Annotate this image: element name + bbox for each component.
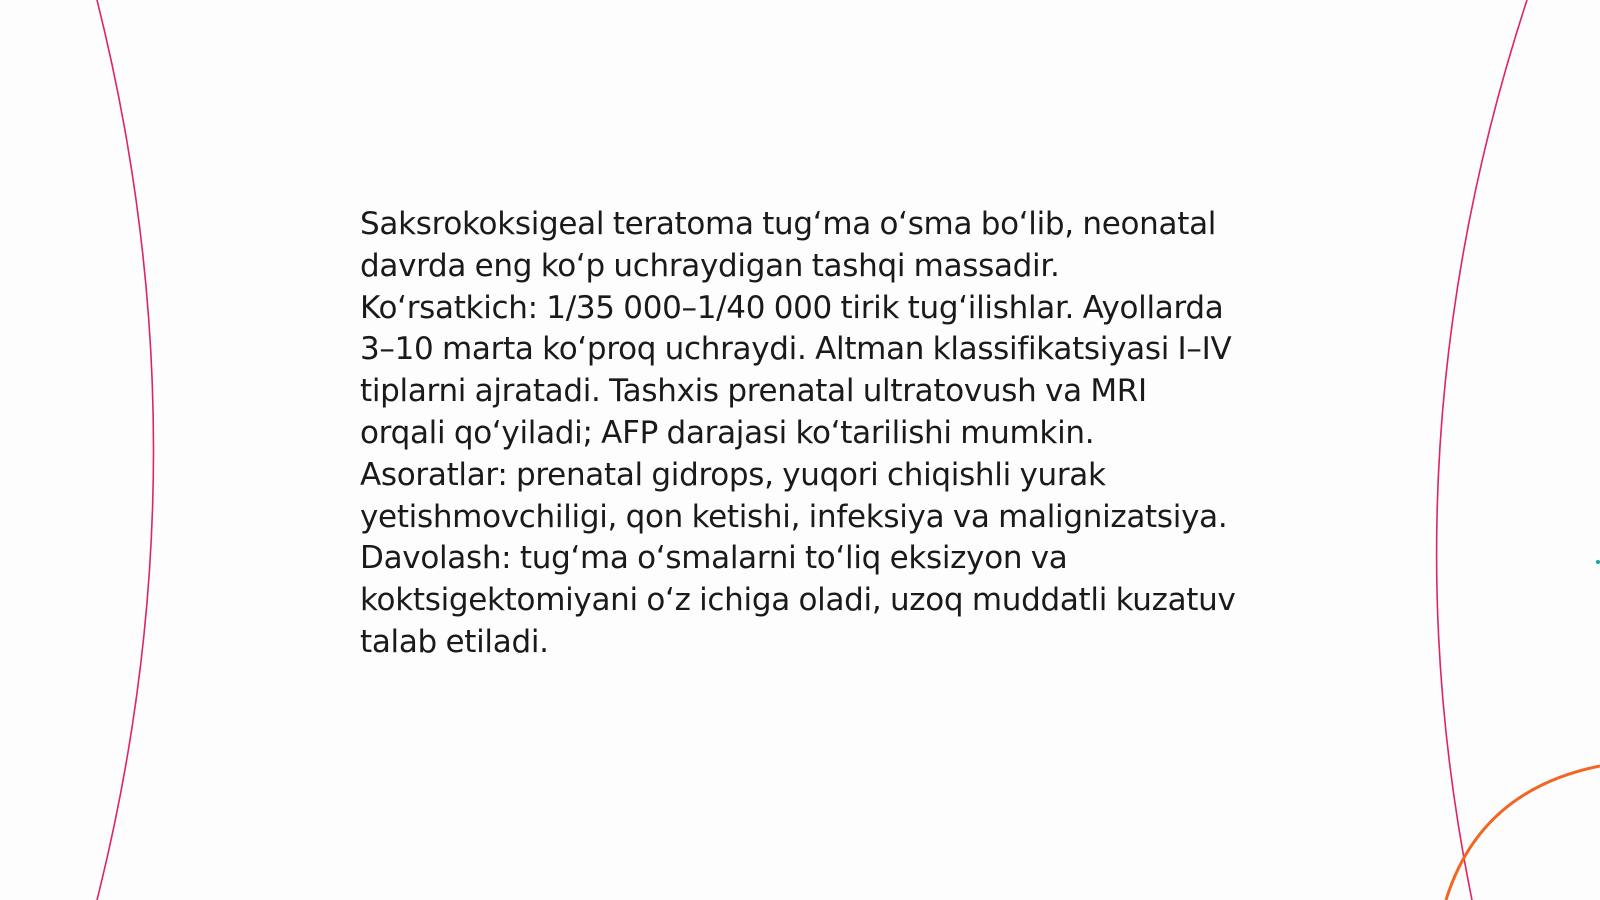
slide-body-text: Saksrokoksigeal teratoma tugʻma oʻsma boʻlib, neonatal davrda eng koʻp uchraydigan tashqi massadir. Koʻrsatkich: 1/35 000–1/40 000 tirik tugʻilishlar. Ayollarda 3–10 marta koʻproq uchraydi. Altman klassifikatsiyasi I–IV tiplarni ajratadi. Tashxis prenatal ultratovush va MRI orqali qoʻyiladi; AFP darajasi koʻtarilishi mumkin. Asoratlar: prenatal gidrops, yuqori chiqishli yurak yetishmovchiligi, qon ketishi, infeksiya va malignizatsiya. Davolash: tugʻma oʻsmalarni toʻliq eksizyon va koktsigektomiyani oʻz ichiga oladi, uzoq muddatli kuzatuv talab etiladi. [360, 206, 1236, 660]
teal-dot [1596, 560, 1600, 564]
right-arc [1437, 0, 1527, 900]
left-arc [97, 0, 154, 900]
orange-circle-arc [1446, 766, 1600, 900]
